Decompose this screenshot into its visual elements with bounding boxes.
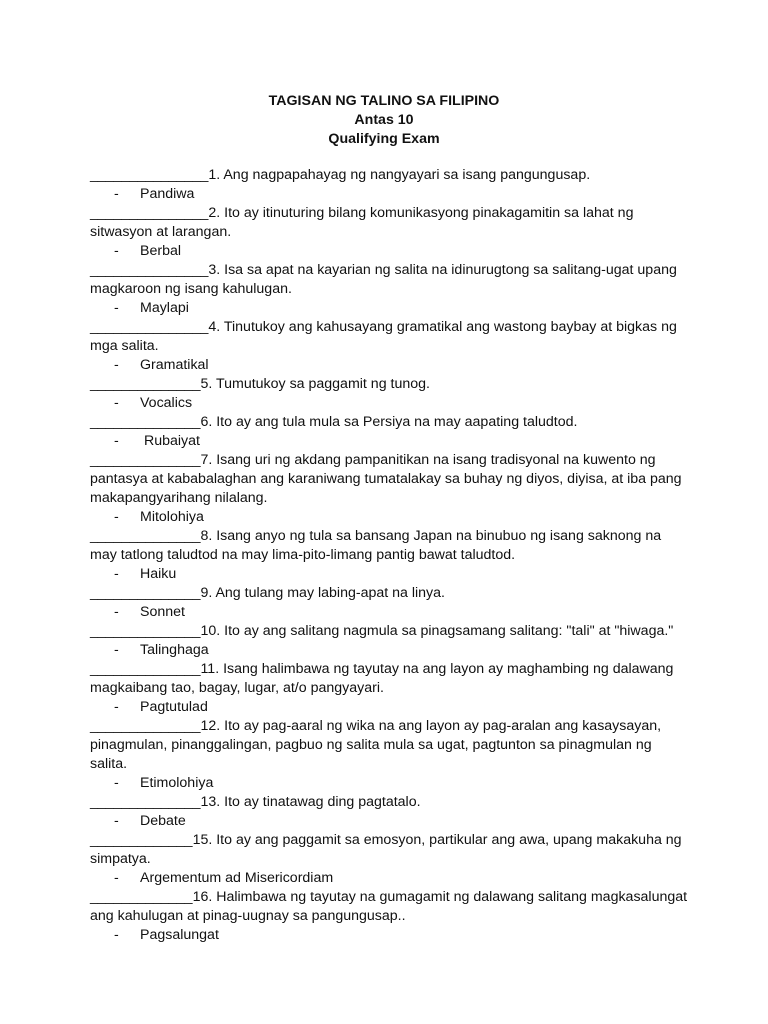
answer-text: Maylapi bbox=[140, 300, 189, 316]
exam-level: Antas 10 bbox=[354, 112, 414, 128]
answer-row bbox=[90, 185, 690, 204]
question-text: _______________4. Tinutukoy ang kahusayang gramatikal ang wastong baybay at bigkas ng mga salita. bbox=[90, 319, 677, 354]
answer-bullet: - bbox=[114, 775, 119, 791]
answer-bullet: - bbox=[114, 813, 119, 829]
question-text: ______________5. Tumutukoy sa paggamit ng tunog. bbox=[90, 376, 430, 392]
question-text: ______________11. Isang halimbawa ng tayutay na ang layon ay maghambing ng dalawang magkaibang tao, bagay, lugar, at/o pangyayari. bbox=[90, 661, 674, 696]
question-item bbox=[90, 717, 690, 793]
answer-row bbox=[90, 774, 690, 793]
answer-row bbox=[90, 812, 690, 831]
question-item bbox=[90, 375, 690, 413]
answer-bullet: - bbox=[114, 186, 119, 202]
answer-row bbox=[90, 603, 690, 622]
answer-text: Etimolohiya bbox=[140, 775, 214, 791]
question-text: ______________13. Ito ay tinatawag ding pagtatalo. bbox=[90, 794, 421, 810]
answer-row bbox=[90, 508, 690, 527]
answer-bullet: - bbox=[114, 243, 119, 259]
answer-text: Berbal bbox=[140, 243, 182, 259]
answer-bullet: - bbox=[114, 699, 119, 715]
answer-text: Haiku bbox=[140, 566, 177, 582]
answer-bullet: - bbox=[114, 357, 119, 373]
question-item bbox=[90, 660, 690, 717]
question-item bbox=[90, 527, 690, 584]
answer-text: Talinghaga bbox=[140, 642, 209, 658]
answer-bullet: - bbox=[114, 509, 119, 525]
answer-row bbox=[90, 641, 690, 660]
question-text: _____________15. Ito ay ang paggamit sa emosyon, partikular ang awa, upang makakuha ng simpatya. bbox=[90, 832, 682, 867]
answer-text: Rubaiyat bbox=[140, 433, 200, 449]
question-text: ______________10. Ito ay ang salitang nagmula sa pinagsamang salitang: "tali" at "hiwaga." bbox=[90, 623, 674, 639]
answer-row bbox=[90, 299, 690, 318]
answer-bullet: - bbox=[114, 395, 119, 411]
answer-row bbox=[90, 394, 690, 413]
answer-bullet: - bbox=[114, 642, 119, 658]
question-text: _______________3. Isa sa apat na kayarian ng salita na idinurugtong sa salitang-ugat upang magkaroon ng isang kahulugan. bbox=[90, 262, 677, 297]
question-item bbox=[90, 261, 690, 318]
question-text: ______________9. Ang tulang may labing-apat na linya. bbox=[90, 585, 445, 601]
answer-row bbox=[90, 698, 690, 717]
question-item bbox=[90, 166, 690, 204]
question-text: ______________8. Isang anyo ng tula sa bansang Japan na binubuo ng isang saknong na may tatlong taludtod na may lima-pito-limang pantig bawat taludtod. bbox=[90, 528, 662, 563]
answer-text: Pagtutulad bbox=[140, 699, 208, 715]
question-item bbox=[90, 204, 690, 261]
question-item bbox=[90, 413, 690, 451]
exam-title: TAGISAN NG TALINO SA FILIPINO bbox=[268, 93, 500, 109]
question-item bbox=[90, 793, 690, 831]
question-item bbox=[90, 888, 690, 945]
answer-row bbox=[90, 356, 690, 375]
answer-text: Vocalics bbox=[140, 395, 193, 411]
question-item bbox=[90, 831, 690, 888]
question-text: ______________6. Ito ay ang tula mula sa Persiya na may aapating taludtod. bbox=[90, 414, 578, 430]
answer-text: Sonnet bbox=[140, 604, 185, 620]
answer-bullet: - bbox=[114, 433, 119, 449]
answer-text: Debate bbox=[140, 813, 186, 829]
question-list bbox=[90, 166, 690, 945]
question-item bbox=[90, 318, 690, 375]
answer-bullet: - bbox=[114, 870, 119, 886]
answer-text: Argementum ad Misericordiam bbox=[140, 870, 334, 886]
exam-subtitle: Qualifying Exam bbox=[328, 131, 440, 147]
answer-text: Mitolohiya bbox=[140, 509, 204, 525]
answer-row bbox=[90, 565, 690, 584]
question-item bbox=[90, 622, 690, 660]
answer-bullet: - bbox=[114, 927, 119, 943]
question-item bbox=[90, 584, 690, 622]
question-text: _____________16. Halimbawa ng tayutay na gumagamit ng dalawang salitang magkasalungat ang kahulugan at pinag-uugnay sa pangungusap.. bbox=[90, 889, 688, 924]
answer-bullet: - bbox=[114, 566, 119, 582]
answer-row bbox=[90, 432, 690, 451]
question-text: ______________7. Isang uri ng akdang pampanitikan na isang tradisyonal na kuwento ng pantasya at kababalaghan ang karaniwang tumatalakay sa buhay ng diyos, diyisa, at iba pang makapangyarihang nilalang. bbox=[90, 452, 682, 506]
answer-bullet: - bbox=[114, 604, 119, 620]
question-text: _______________1. Ang nagpapahayag ng nangyayari sa isang pangungusap. bbox=[90, 167, 591, 183]
question-item bbox=[90, 451, 690, 527]
answer-bullet: - bbox=[114, 300, 119, 316]
answer-row bbox=[90, 869, 690, 888]
answer-row bbox=[90, 242, 690, 261]
answer-text: Pandiwa bbox=[140, 186, 195, 202]
question-text: ______________12. Ito ay pag-aaral ng wika na ang layon ay pag-aralan ang kasaysayan, pinagmulan, pinanggalingan, pagbuo ng salita mula sa ugat, pagtunton sa pinagmulan ng salita. bbox=[90, 718, 662, 772]
answer-row bbox=[90, 926, 690, 945]
answer-text: Gramatikal bbox=[140, 357, 209, 373]
question-text: _______________2. Ito ay itinuturing bilang komunikasyong pinakagamitin sa lahat ng sitwasyon at larangan. bbox=[90, 205, 634, 240]
answer-text: Pagsalungat bbox=[140, 927, 219, 943]
